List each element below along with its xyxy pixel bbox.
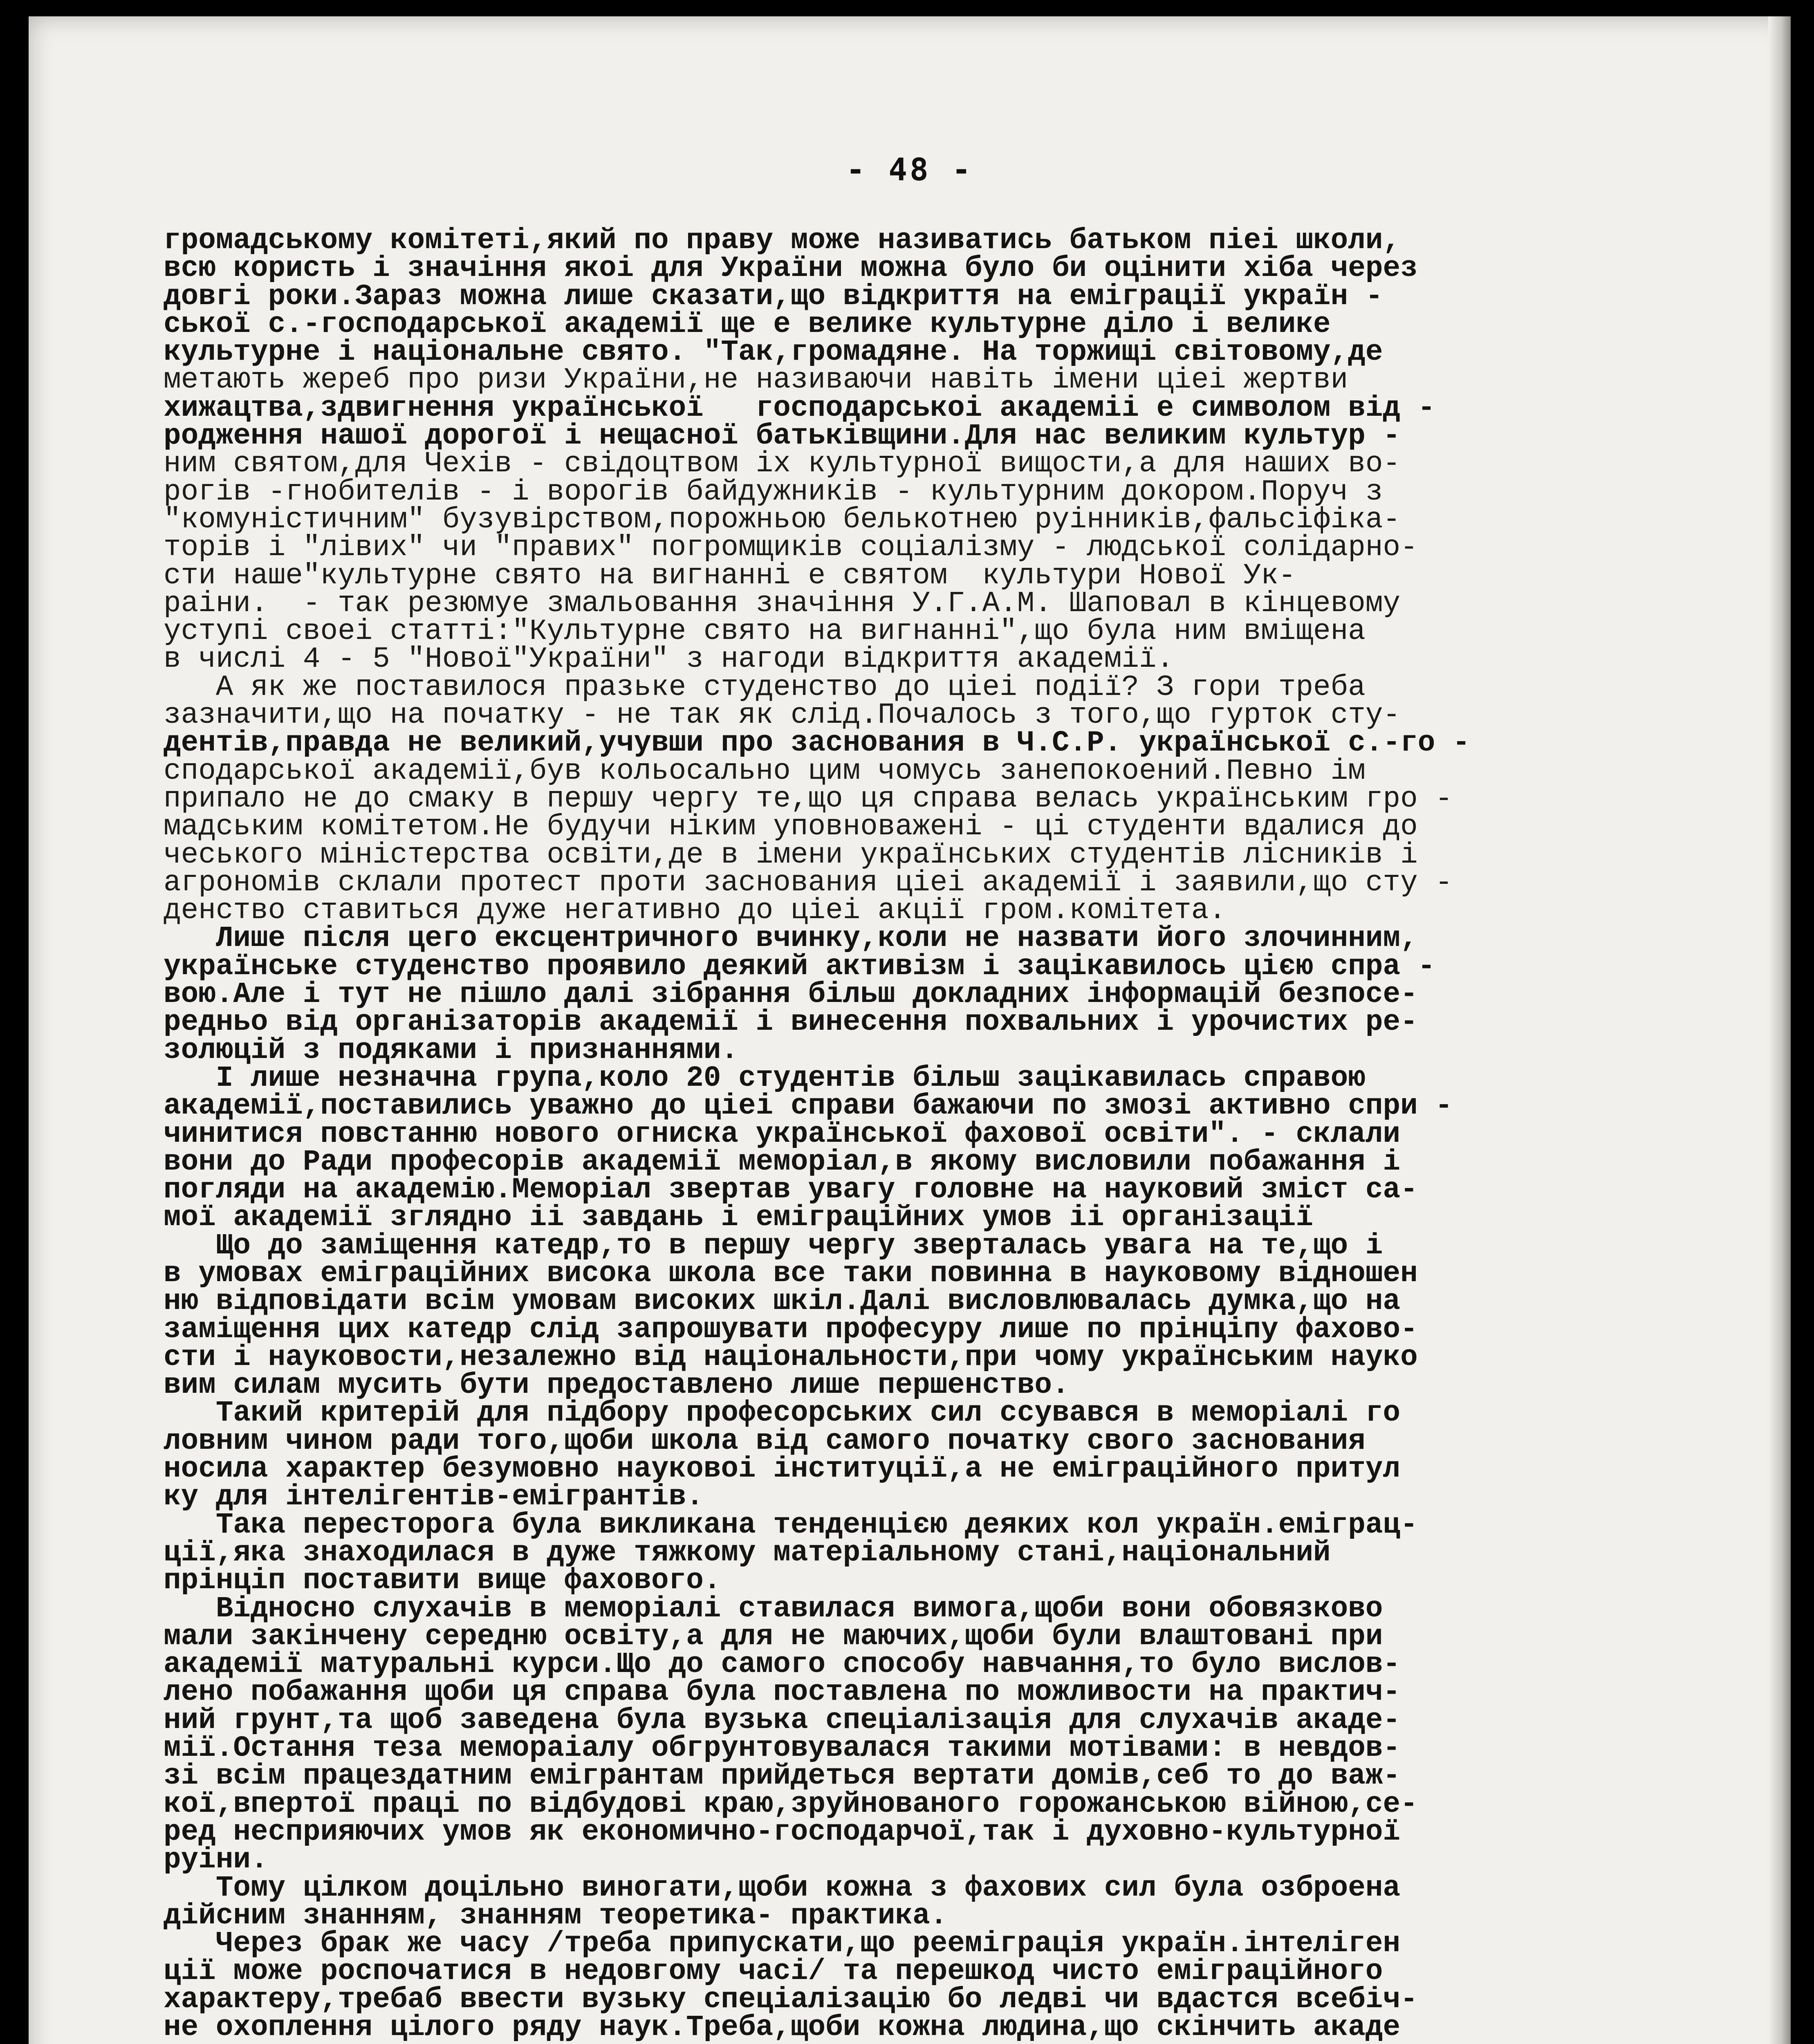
text-line: золюцій з подяками і признаннями.	[164, 1036, 739, 1065]
text-line: мої академії зглядно іі завдань і еміграційних умов іі організації	[164, 1204, 1314, 1232]
text-line: І лише незначна група,коло 20 студентів більш зацікавилась справою	[164, 1064, 1366, 1093]
text-line: мадським комітетом.Не будучи ніким уповноважені - ці студенти вдалися до	[164, 813, 1418, 841]
text-line: торів і "лівих" чи "правих" погромщиків соціалізму - людської солідарно-	[164, 534, 1418, 562]
text-line: ред несприяючих умов як економично-господарчої,так і духовно-культурної	[164, 1818, 1401, 1847]
text-line: всю користь і значіння якоі для України можна було би оцінити хіба через	[164, 255, 1418, 283]
text-line: сподарської академії,був кольосально цим чомусь занепокоений.Певно ім	[164, 757, 1366, 785]
text-line: в числі 4 - 5 "Нової"України" з нагоди відкриття академії.	[164, 645, 1174, 674]
text-line: культурне і національне свято. "Так,громадяне. На торжищі світовому,де	[164, 338, 1383, 367]
text-line: дійсним знанням, знанням теоретика- практика.	[164, 1902, 948, 1930]
text-line: ловним чином ради того,щоби школа від самого початку свого заснования	[164, 1427, 1366, 1456]
text-line: академії,поставились уважно до ціеі справи бажаючи по змозі активно спри -	[164, 1092, 1453, 1121]
text-line: уступі своеі статті:"Культурне свято на вигнанні",що була ним вміщена	[164, 618, 1366, 646]
text-line: мали закінчену середню освіту,а для не маючих,щоби були влаштовані при	[164, 1623, 1383, 1651]
text-line: хижацтва,здвигнення української господарськоі академіі е символом від -	[164, 394, 1435, 423]
text-line: дентів,правда не великий,учувши про заснования в Ч.С.Р. української с.-го -	[164, 729, 1470, 758]
text-line: чеського міністерства освіти,де в імени українських студентів лісників і	[164, 841, 1418, 869]
text-line: довгі роки.Зараз можна лише сказати,що відкриття на еміграції україн -	[164, 282, 1383, 311]
text-line: ції може роспочатися в недовгому часі/ та перешкод чисто еміграційного	[164, 1958, 1383, 1986]
text-line: Відносно слухачів в меморіалі ставилася вимога,щоби вони обовязково	[164, 1595, 1383, 1623]
text-line: ний грунт,та щоб заведена була вузька спеціалізація для слухачів акаде-	[164, 1706, 1401, 1735]
text-line: в умовах еміграційних висока школа все таки повинна в науковому відношен	[164, 1260, 1418, 1288]
text-line: заміщення цих катедр слід запрошувати професуру лише по прінціпу фахово-	[164, 1316, 1418, 1344]
text-line: чинитися повстанню нового огниска української фахової освіти". - склали	[164, 1120, 1401, 1148]
text-line: Лише після цего ексцентричного вчинку,коли не назвати його злочинним,	[164, 925, 1418, 953]
text-line: "комуністичним" бузувірством,порожньою белькотнею руінників,фальсіфіка-	[164, 506, 1401, 534]
document-page	[29, 16, 1791, 2044]
page-number: - 48 -	[846, 151, 973, 188]
text-line: вою.Але і тут не пішло далі зібрання більш докладних інформацій безпосе-	[164, 981, 1418, 1009]
text-line: погляди на академію.Меморіал звертав увагу головне на науковий зміст са-	[164, 1176, 1418, 1204]
text-line: ним святом,для Чехів - свідоцтвом іх культурної вищости,а для наших во-	[164, 450, 1401, 478]
text-line: сти і науковости,незалежно від національности,при чому українським науко	[164, 1343, 1418, 1372]
text-line: Такий критерій для підбору професорських сил ссувався в меморіалі го	[164, 1399, 1401, 1428]
text-line: вони до Ради професорів академії меморіал,в якому висловили побажання і	[164, 1148, 1401, 1177]
text-line: Така пересторога була викликана тенденцією деяких кол україн.еміграц-	[164, 1511, 1418, 1539]
text-line: ської с.-господарської академії ще е велике культурне діло і велике	[164, 310, 1331, 339]
text-line: не охоплення цілого ряду наук.Треба,щоби кожна людина,що скінчить акаде	[164, 2014, 1401, 2042]
text-line: Тому цілком доцільно виногати,щоби кожна з фахових сил була озброена	[164, 1874, 1401, 1902]
text-line: припало не до смаку в першу чергу те,що ця справа велась українським гро -	[164, 785, 1453, 814]
text-line: прінціп поставити вище фахового.	[164, 1567, 721, 1595]
text-line: руіни.	[164, 1846, 268, 1874]
text-line: агрономів склали протест проти заснования ціеі академії і заявили,що сту -	[164, 869, 1453, 897]
text-line: вим силам мусить бути предоставлено лише першенство.	[164, 1372, 1070, 1400]
text-line: ню відповідати всім умовам високих шкіл.Далі висловлювалась думка,що на	[164, 1288, 1401, 1316]
text-line: носила характер безумовно науковоі інституції,а не еміграційного притул	[164, 1455, 1401, 1484]
typewritten-text-body	[164, 227, 1668, 2042]
text-line: українське студенство проявило деякий активізм і зацікавилось цією спра -	[164, 953, 1435, 981]
text-line: Через брак же часу /треба припускати,що реемігрaція україн.інтеліген	[164, 1930, 1401, 1958]
text-line: раіни. - так резюмуе змальовання значіння У.Г.А.М. Шаповал в кінцевому	[164, 589, 1401, 618]
text-line: ції,яка знаходилася в дуже тяжкому матеріальному стані,національний	[164, 1539, 1331, 1567]
text-line: метають жереб про ризи України,не називаючи навіть імени ціеі жертви	[164, 366, 1348, 394]
text-line: зазначити,що на початку - не так як слід.Почалось з того,що гурток сту-	[164, 702, 1401, 730]
text-line: академії матуральні курси.Що до самого способу навчання,то було вислов-	[164, 1651, 1401, 1679]
text-line: редньо від організаторів академії і винесення похвальних і урочистих ре-	[164, 1009, 1418, 1037]
text-line: лено побажання щоби ця справа була поставлена по можливости на практич-	[164, 1679, 1401, 1707]
text-line: ку для інтелігентів-емігрантів.	[164, 1483, 704, 1511]
text-line: денство ставиться дуже негативно до ціеі акції гром.комітета.	[164, 897, 1227, 925]
text-line: зі всім працездатним емігрантам прийдеться вертати домів,себ то до важ-	[164, 1762, 1401, 1791]
text-line: мії.Остання теза мемораіалу обгрунтовувалася такими мотівами: в невдов-	[164, 1735, 1401, 1763]
text-line: родження нашої дорогої і нещасної батьківщини.Для нас великим культур -	[164, 422, 1401, 450]
text-line: рогів -гнобителів - і ворогів байдужників - культурним докором.Поруч з	[164, 478, 1383, 506]
text-line: Що до заміщення катедр,то в першу чергу зверталась увага на те,що і	[164, 1232, 1383, 1260]
text-line: кої,впертої праці по відбудові краю,зруйнованого горожанською війною,се-	[164, 1790, 1418, 1818]
text-line: А як же поставилося празьке студенство до ціеі події? З гори треба	[164, 673, 1366, 702]
text-line: громадському комітеті,який по праву може називатись батьком піеі школи,	[164, 227, 1401, 255]
text-line: сти наше"культурне свято на вигнанні е святом культури Нової Ук-	[164, 562, 1296, 590]
page-edge-shadow	[1768, 16, 1791, 2044]
text-line: характеру,требаб ввести вузьку спеціалізацію бо ледві чи вдастся всебіч-	[164, 1986, 1418, 2014]
